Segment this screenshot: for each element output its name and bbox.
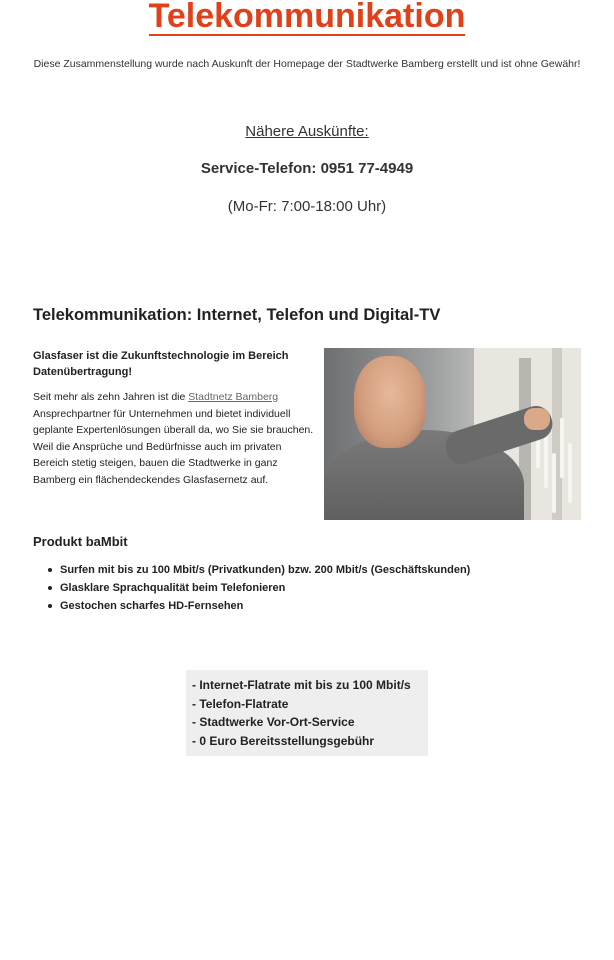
page-title-text: Telekommunikation bbox=[148, 0, 466, 35]
photo-cable bbox=[560, 418, 564, 478]
stadtnetz-link[interactable]: Stadtnetz Bamberg bbox=[188, 391, 279, 403]
list-item: Glasklare Sprachqualität beim Telefonieren bbox=[48, 579, 470, 597]
body-text bbox=[33, 389, 319, 488]
photo-cable bbox=[552, 453, 556, 513]
info-heading bbox=[0, 123, 614, 140]
page-title bbox=[0, 0, 614, 36]
product-heading: Produkt baMbit bbox=[33, 534, 128, 549]
photo-cable bbox=[568, 443, 572, 503]
photo-hand bbox=[524, 408, 550, 430]
lead-text: Glasfaser ist die Zukunftstechnologie im Bereich Datenübertragung! bbox=[33, 350, 289, 378]
feature-item: - 0 Euro Bereitsstellungsgebühr bbox=[192, 733, 375, 748]
disclaimer: Diese Zusammenstellung wurde nach Auskunft der Homepage der Stadtwerke Bamberg erstellt und ist ohne Gewähr! bbox=[33, 58, 581, 70]
info-heading-text: Nähere Auskünfte: bbox=[245, 123, 369, 140]
product-feature-list bbox=[33, 561, 470, 615]
feature-item: - Stadtwerke Vor-Ort-Service bbox=[192, 715, 355, 729]
service-hours: (Mo-Fr: 7:00-18:00 Uhr) bbox=[227, 198, 387, 215]
feature-item: - Internet-Flatrate mit bis zu 100 Mbit/s bbox=[192, 678, 411, 692]
technician-photo bbox=[324, 348, 581, 520]
photo-head bbox=[354, 356, 426, 448]
section-heading: Telekommunikation: Internet, Telefon und Digital-TV bbox=[33, 306, 441, 324]
feature-box bbox=[186, 670, 428, 756]
list-item: Gestochen scharfes HD-Fernsehen bbox=[48, 597, 470, 615]
list-item: Surfen mit bis zu 100 Mbit/s (Privatkunden) bzw. 200 Mbit/s (Geschäftskunden) bbox=[48, 561, 470, 579]
service-phone: Service-Telefon: 0951 77-4949 bbox=[200, 160, 414, 177]
feature-item: - Telefon-Flatrate bbox=[192, 696, 289, 711]
body-text-end: Ansprechpartner für Unternehmen und bietet individuell geplante Expertenlösungen überall da, wo Sie sie brauchen. Weil die Ansprüche und Bedürfnisse auch im privaten Bereich stetig steigen, bauen die Stadtwerke in ganz Bamberg ein flächendeckendes Glasfasernetz auf. bbox=[33, 407, 314, 486]
body-text-start: Seit mehr als zehn Jahren ist die bbox=[33, 391, 189, 403]
